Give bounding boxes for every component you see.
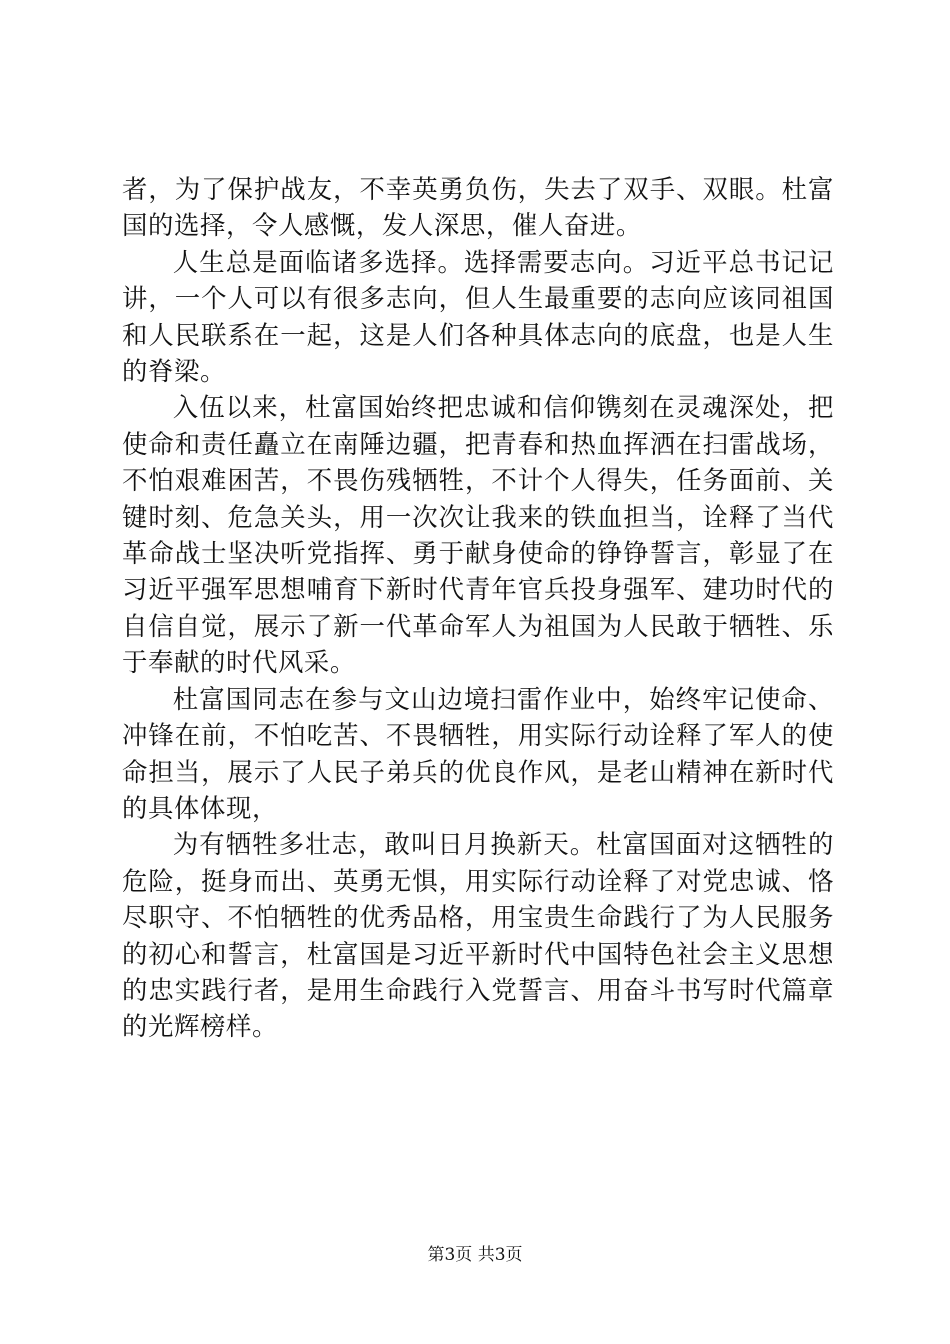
paragraph-sacrifice: 为有牺牲多壮志，敢叫日月换新天。杜富国面对这牺牲的危险，挺身而出、英勇无惧，用实际行动诠释了对党忠诚、恪尽职守、不怕牺牲的优秀品格，用宝贵生命践行了为人民服务的初心和誓言，杜富国是习近平新时代中国特色社会主义思想的忠实践行者，是用生命践行入党誓言、用奋斗书写时代篇章的光辉榜样。 [122,829,834,1042]
paragraph-choices: 人生总是面临诸多选择。选择需要志向。习近平总书记记讲，一个人可以有很多志向，但人生最重要的志向应该同祖国和人民联系在一起，这是人们各种具体志向的底盘，也是人生的脊梁。 [122,246,834,387]
paragraph-continuation: 者，为了保护战友，不幸英勇负伤，失去了双手、双眼。杜富国的选择，令人感慨，发人深思，催人奋进。 [122,174,834,241]
paragraph-demining: 杜富国同志在参与文山边境扫雷作业中，始终牢记使命、冲锋在前，不怕吃苦、不畏牺牲，用实际行动诠释了军人的使命担当，展示了人民子弟兵的优良作风，是老山精神在新时代的具体体现， [122,683,834,823]
body-text [122,171,834,1045]
paragraph-enlistment: 入伍以来，杜富国始终把忠诚和信仰镌刻在灵魂深处，把使命和责任矗立在南陲边疆，把青春和热血挥洒在扫雷战场，不怕艰难困苦，不畏伤残牺牲，不计个人得失，任务面前、关键时刻、危急关头，用一次次让我来的铁血担当，诠释了当代革命战士坚决听党指挥、勇于献身使命的铮铮誓言，彰显了在习近平强军思想哺育下新时代青年官兵投身强军、建功时代的自信自觉，展示了新一代革命军人为祖国为人民敢于牺牲、乐于奉献的时代风采。 [122,392,834,678]
page-footer: 第3页 共3页 [427,1245,523,1265]
